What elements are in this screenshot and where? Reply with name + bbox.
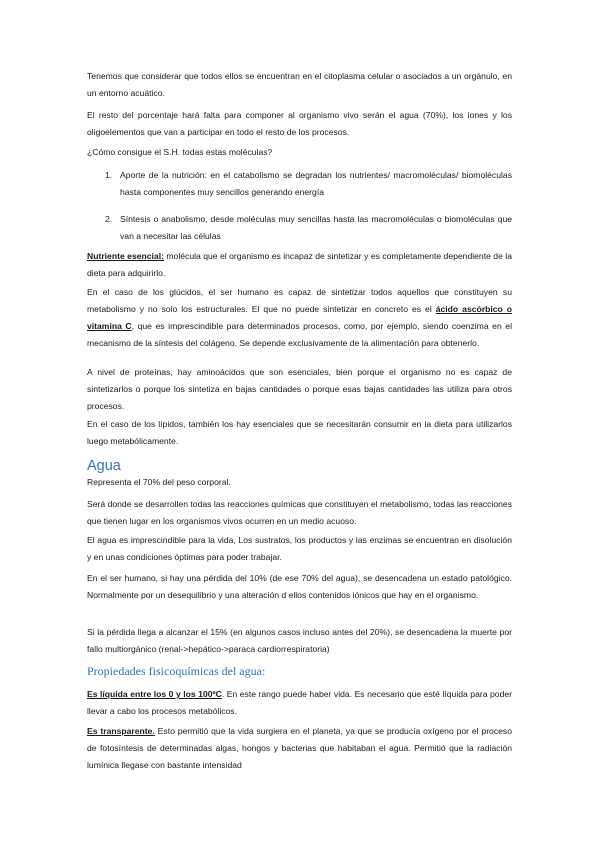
paragraph-intro-2: El resto del porcentaje hará falta para componer al organismo vivo serán el agua (70%), los iones y los oligoelementos que van a participar en todo el resto de los procesos. — [87, 110, 512, 137]
paragraph-transparente — [87, 723, 512, 774]
paragraph-liquida — [87, 686, 512, 720]
paragraph-intro-1: Tenemos que considerar que todos ellos se encuentran en el citoplasma celular o asociados a un orgánulo, en un entorno acuático. — [87, 71, 512, 98]
paragraph-glucidos — [87, 284, 512, 352]
heading-agua: Agua — [87, 458, 121, 474]
paragraph-agua-2: Será donde se desarrollen todas las reacciones químicas que constituyen el metabolismo, todas las reacciones que tienen lugar en los organismos vivos ocurren en un medio acuoso. — [87, 499, 512, 526]
heading-propiedades: Propiedades fisicoquímicas del agua: — [87, 664, 266, 678]
paragraph-lipidos: En el caso de los lípidos, también los hay esenciales que se necesitarán consumir en la dieta para utilizarlos luego metabólicamente. — [87, 419, 512, 446]
list-item-number: 1. — [105, 170, 113, 180]
definition-nutriente-esencial: molécula que el organismo es incapaz de sintetizar y es completamente dependiente de la dieta para adquirirlo. — [87, 251, 512, 278]
list-item — [105, 167, 512, 201]
term-transparente: Es transparente. — [87, 726, 155, 736]
term-liquida: Es líquida entre los 0 y los 100ºC — [87, 689, 222, 699]
highlight-vitamina-c: ácido ascórbico o vitamina C — [87, 304, 512, 331]
list-item-number: 2. — [105, 214, 113, 224]
term-nutriente-esencial: Nutriente esencial: — [87, 251, 164, 261]
paragraph-agua-1: Representa el 70% del peso corporal. — [87, 477, 231, 487]
paragraph-agua-3: El agua es imprescindible para la vida, Los sustratos, los productos y las enzimas se encuentran en disolución y en unas condiciones óptimas para poder trabajar. — [87, 535, 512, 562]
list-item-text: Aporte de la nutrición: en el catabolismo se degradan los nutrientes/ macromoléculas/ biomoléculas hasta componentes muy sencillos generando energía — [120, 170, 512, 197]
paragraph-agua-4: En el ser humano, si hay una pérdida del 10% (de ese 70% del agua), se desencadena un estado patológico. Normalmente por un desequilibrio y una alteración d ellos contenidos iónicos que hay en el organismo. — [87, 573, 512, 600]
list-item-text: Síntesis o anabolismo, desde moléculas muy sencillas hasta las macromoléculas o biomoléculas que van a necesitar las células — [120, 214, 512, 241]
paragraph-agua-5: Si la pérdida llega a alcanzar el 15% (en algunos casos incluso antes del 20%), se desencadena la muerte por fallo multiorgánico (renal->hepático->paraca cardiorrespiratoria) — [87, 627, 512, 654]
glucidos-text-after: , que es imprescindible para determinados procesos, como, por ejemplo, siendo coenzima en el mecanismo de la síntesis del colágeno. Se depende exclusivamente de la alimentación para obtenerlo. — [87, 321, 512, 348]
list-item — [105, 211, 512, 245]
text-liquida: . En este rango puede haber vida. Es necesario que esté líquida para poder llevar a cabo los procesos metabólicos. — [87, 689, 512, 716]
text-transparente: Esto permitió que la vida surgiera en el planeta, ya que se producía oxígeno por el proceso de fotosíntesis de determinadas algas, hongos y bacterias que habitaban el agua. Permitió que la radiación lumínica llegase con bastante intensidad — [87, 726, 512, 770]
paragraph-question: ¿Cómo consigue el S.H. todas estas moléculas? — [87, 147, 273, 157]
paragraph-proteinas: A nivel de proteínas, hay aminoácidos que son esenciales, bien porque el organismo no es capaz de sintetizarlos o porque los sintetiza en bajas cantidades o porque esas bajas cantidades las utiliza para otros procesos. — [87, 367, 512, 411]
paragraph-nutriente-esencial — [87, 248, 512, 282]
glucidos-text-before: En el caso de los glúcidos, el ser humano es capaz de sintetizar todos aquellos que constituyen su metabolismo y no solo los estructurales. El que no puede sintetizar en concreto es el — [87, 287, 512, 314]
